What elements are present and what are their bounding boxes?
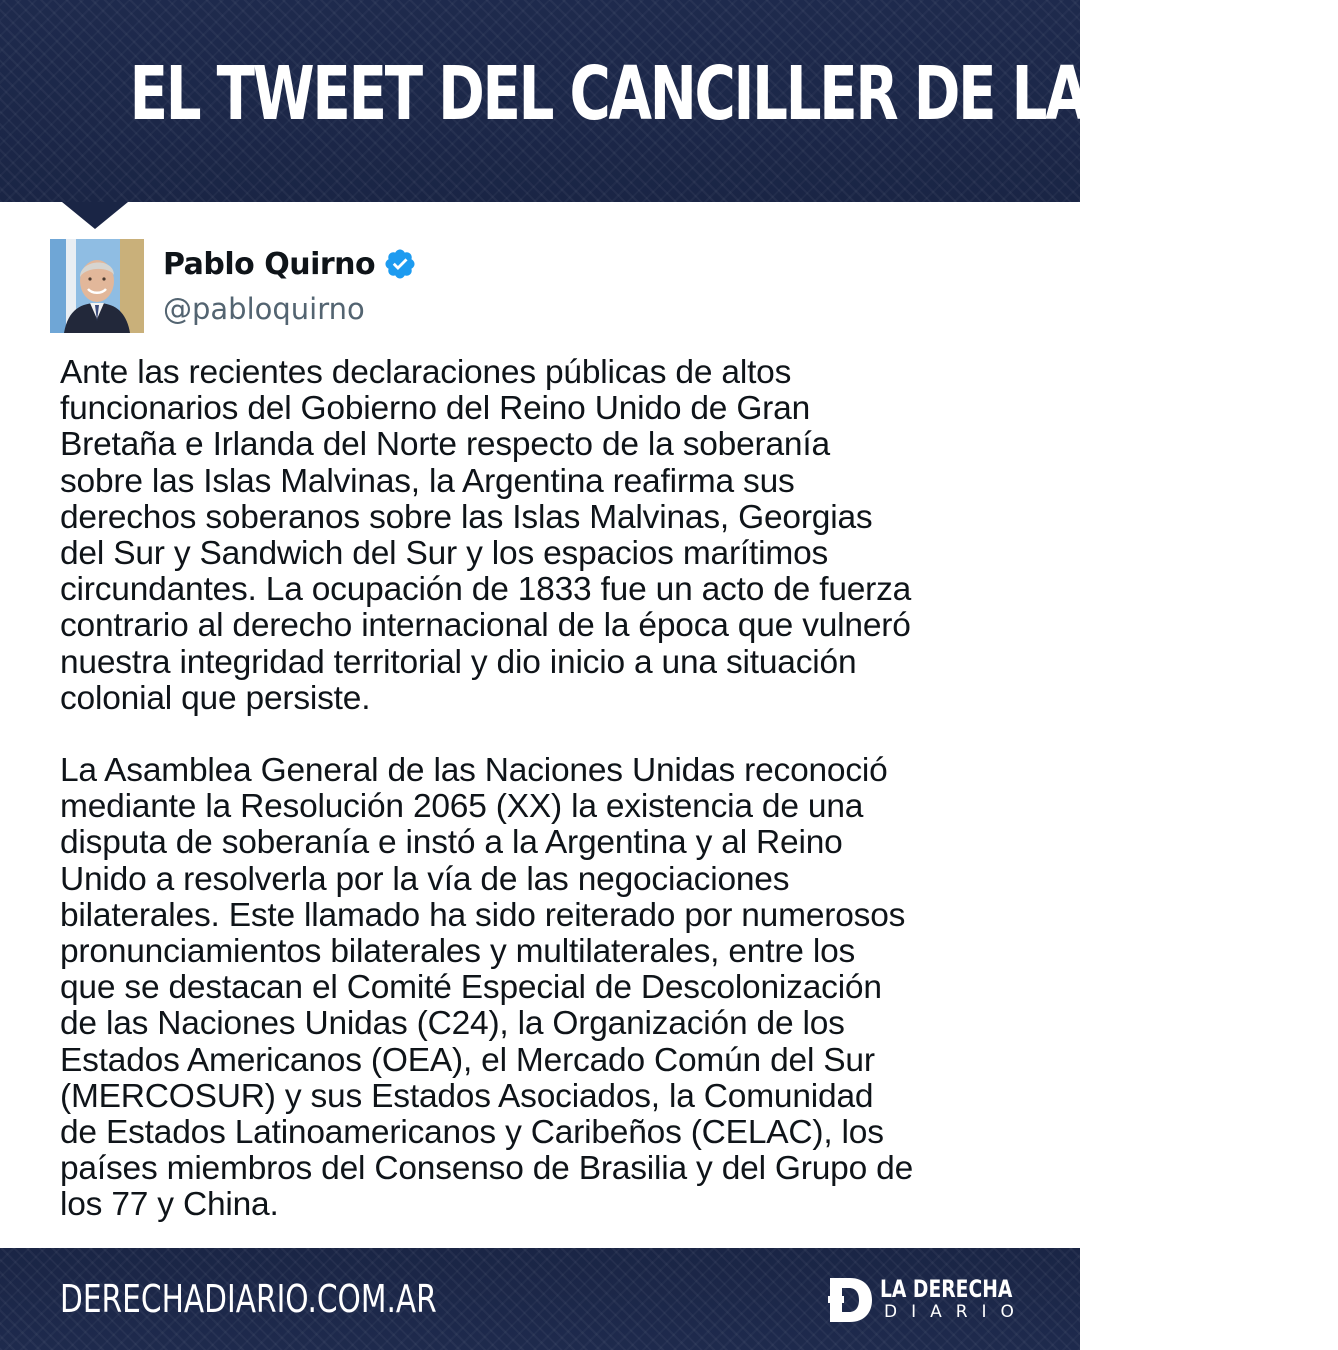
header-banner [0,0,1338,202]
brand-name: LA DERECHA [880,1275,1013,1303]
author-row [163,244,417,284]
author-handle[interactable]: @pabloquirno [163,292,365,326]
banner-pointer [62,202,128,229]
website-link[interactable]: DERECHADIARIO.COM.AR [60,1277,437,1321]
author-name[interactable]: Pablo Quirno [163,246,376,282]
tweet-body [60,355,1035,1224]
page-title: EL TWEET DEL CANCILLER DE LA NACIÓN [129,51,1338,137]
tweet-paragraph: La Asamblea General de las Naciones Unidas reconoció mediante la Resolución 2065 (XX) la existencia de una disputa de soberanía e instó a la Argentina y al Reino Unido a resolverla por la vía de las negociaciones bilaterales. Este llamado ha sido reiterado por numerosos pronunciamientos bilaterales y multilaterales, entre los que se destacan el Comité Especial de Descolonización de las Naciones Unidas (C24), la Organización de los Estados Americanos (OEA), el Mercado Común del Sur (MERCOSUR) y sus Estados Asociados, la Comunidad de Estados Latinoamericanos y Caribeños (CELAC), los países miembros del Consenso de Brasilia y del Grupo de los 77 y China. [60,752,913,1224]
avatar-photo-icon [50,239,144,333]
brand-subtitle: DIARIO [884,1302,1028,1322]
brand-logo[interactable] [828,1274,1028,1326]
la-derecha-diario-logo-icon [828,1276,874,1324]
verified-badge-icon [383,247,417,281]
tweet-paragraph: Ante las recientes declaraciones públicas de altos funcionarios del Gobierno del Reino Unido de Gran Bretaña e Irlanda del Norte respecto de la soberanía sobre las Islas Malvinas, la Argentina reafirma sus derechos soberanos sobre las Islas Malvinas, Georgias del Sur y Sandwich del Sur y los espacios marítimos circundantes. La ocupación de 1833 fue un acto de fuerza contrario al derecho internacional de la época que vulneró nuestra integridad territorial y dio inicio a una situación colonial que persiste. [60,354,912,717]
avatar[interactable] [50,239,144,333]
footer-banner [0,1248,1080,1350]
